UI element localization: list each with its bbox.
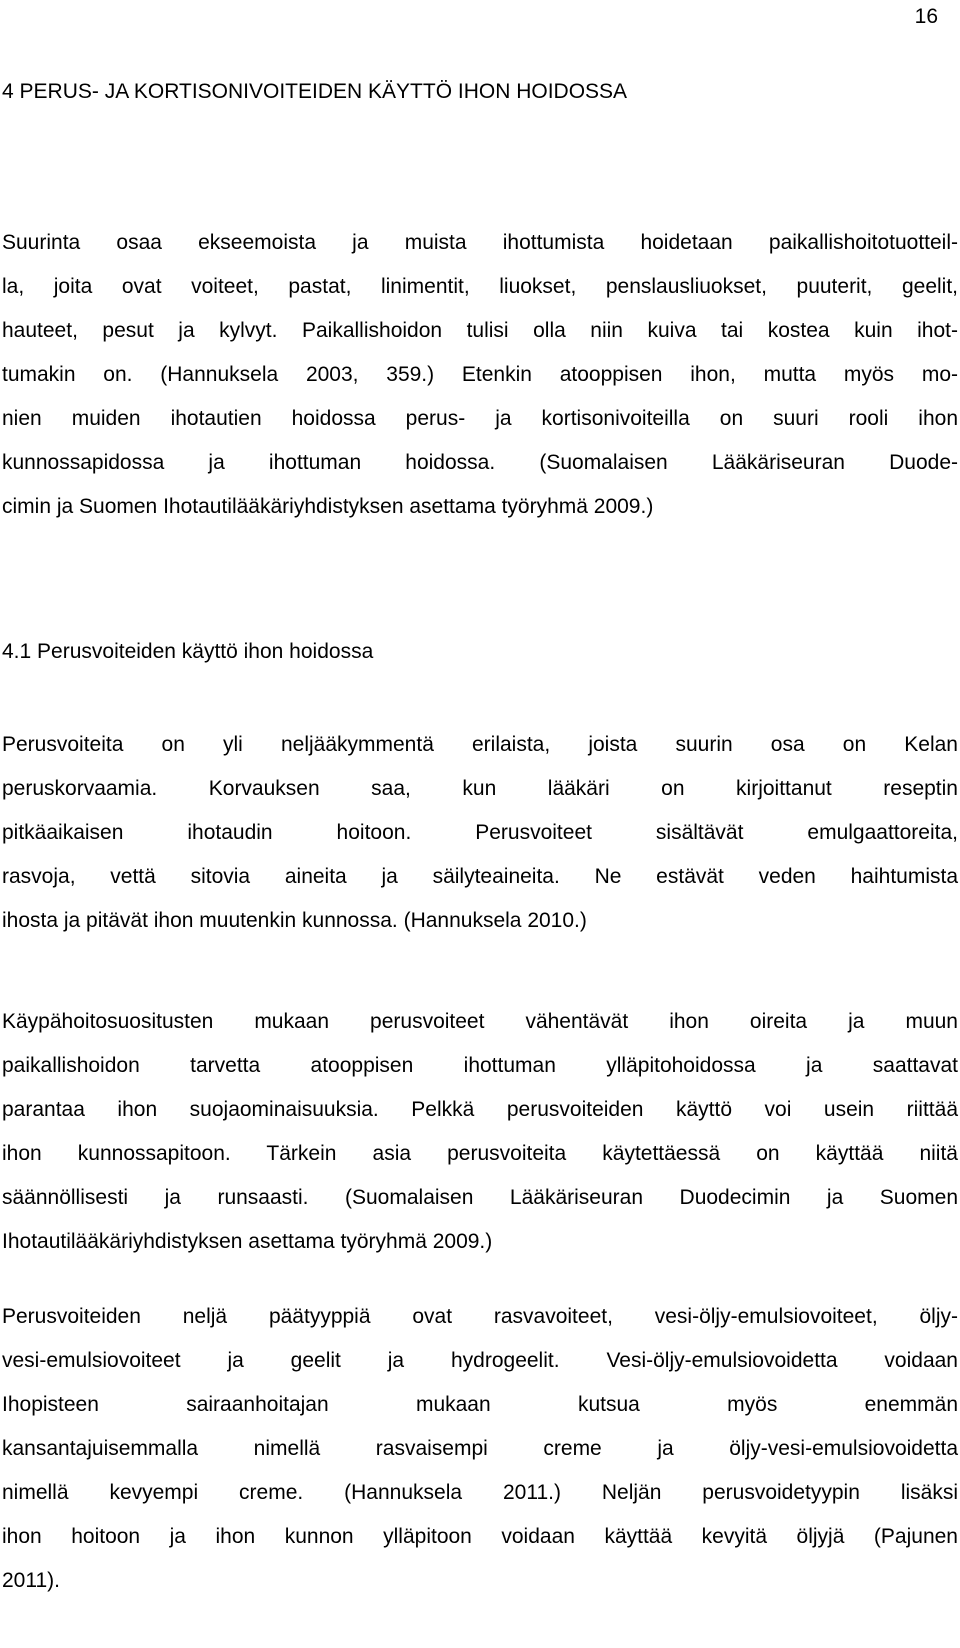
paragraph-paatyypit	[2, 1295, 958, 1603]
text-line: hauteet, pesut ja kylvyt. Paikallishoidon tulisi olla niin kuiva tai kostea kuin ihot-	[2, 319, 958, 342]
text-line: pitkäaikaisen ihotaudin hoitoon. Perusvoiteet sisältävät emulgaattoreita,	[2, 821, 958, 844]
text-line: nien muiden ihotautien hoidossa perus- ja kortisonivoiteilla on suuri rooli ihon	[2, 407, 958, 430]
text-line: ihosta ja pitävät ihon muutenkin kunnossa. (Hannuksela 2010.)	[2, 909, 587, 932]
paragraph-intro	[2, 221, 958, 529]
text-line: säännöllisesti ja runsaasti. (Suomalaisen Lääkäriseuran Duodecimin ja Suomen	[2, 1186, 958, 1209]
paragraph-kaypahoito	[2, 1000, 958, 1264]
text-line: Suurinta osaa ekseemoista ja muista ihottumista hoidetaan paikallishoitotuotteil-	[2, 231, 958, 254]
text-line: cimin ja Suomen Ihotautilääkäriyhdistyksen asettama työryhmä 2009.)	[2, 495, 654, 518]
text-line: ihon kunnossapitoon. Tärkein asia perusvoiteita käytettäessä on käyttää niitä	[2, 1142, 958, 1165]
text-line: Perusvoiteita on yli neljääkymmentä erilaista, joista suurin osa on Kelan	[2, 733, 958, 756]
text-line: Ihopisteen sairaanhoitajan mukaan kutsua myös enemmän	[2, 1393, 958, 1416]
paragraph-perusvoiteet	[2, 723, 958, 943]
text-line: vesi-emulsiovoiteet ja geelit ja hydrogeelit. Vesi-öljy-emulsiovoidetta voidaan	[2, 1349, 958, 1372]
text-line: paikallishoidon tarvetta atooppisen ihottuman ylläpitohoidossa ja saattavat	[2, 1054, 958, 1077]
text-line: tumakin on. (Hannuksela 2003, 359.) Etenkin atooppisen ihon, mutta myös mo-	[2, 363, 958, 386]
text-line: parantaa ihon suojaominaisuuksia. Pelkkä perusvoiteiden käyttö voi usein riittää	[2, 1098, 958, 1121]
section-heading: 4.1 Perusvoiteiden käyttö ihon hoidossa	[2, 640, 374, 663]
text-line: rasvoja, vettä sitovia aineita ja säilyteaineita. Ne estävät veden haihtumista	[2, 865, 958, 888]
text-line: 2011).	[2, 1569, 60, 1592]
text-line: peruskorvaamia. Korvauksen saa, kun lääkäri on kirjoittanut reseptin	[2, 777, 958, 800]
text-line: Käypähoitosuositusten mukaan perusvoiteet vähentävät ihon oireita ja muun	[2, 1010, 958, 1033]
chapter-heading: 4 PERUS- JA KORTISONIVOITEIDEN KÄYTTÖ IHON HOIDOSSA	[2, 80, 628, 103]
text-line: la, joita ovat voiteet, pastat, linimentit, liuokset, penslausliuokset, puuterit, geelit,	[2, 275, 958, 298]
text-line: Ihotautilääkäriyhdistyksen asettama työryhmä 2009.)	[2, 1230, 493, 1253]
text-line: ihon hoitoon ja ihon kunnon ylläpitoon voidaan käyttää kevyitä öljyjä (Pajunen	[2, 1525, 958, 1548]
page-number: 16	[914, 5, 938, 28]
text-line: Perusvoiteiden neljä päätyyppiä ovat rasvavoiteet, vesi-öljy-emulsiovoiteet, öljy-	[2, 1305, 958, 1328]
text-line: kunnossapidossa ja ihottuman hoidossa. (Suomalaisen Lääkäriseuran Duode-	[2, 451, 958, 474]
text-line: nimellä kevyempi creme. (Hannuksela 2011.) Neljän perusvoidetyypin lisäksi	[2, 1481, 958, 1504]
text-line: kansantajuisemmalla nimellä rasvaisempi creme ja öljy-vesi-emulsiovoidetta	[2, 1437, 958, 1460]
